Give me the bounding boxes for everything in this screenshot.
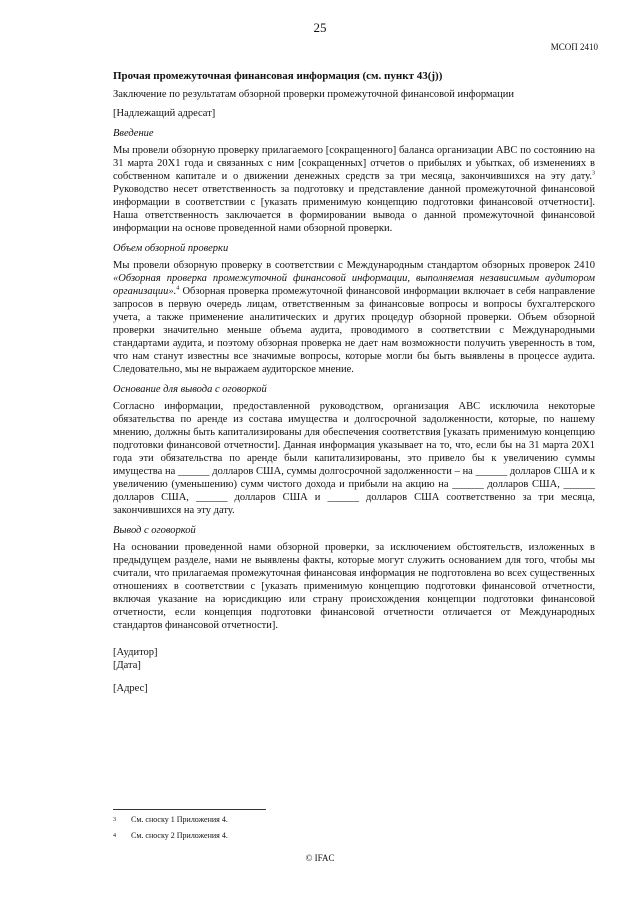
footnote-mark: 3 <box>113 817 116 823</box>
footnote-ref-4: 4 <box>176 285 180 292</box>
heading-scope: Объем обзорной проверки <box>113 243 229 254</box>
footnote-mark: 4 <box>113 833 116 839</box>
scope-text-2: Обзорная проверка промежуточной финансовой информации включает в себя направление запросов в первую очередь лицам, ответственным за финансовые вопросы и вопросы бухгалтерского учета, а также применение аналитических и других процедур обзорной проверки. Объем обзорной проверки значительно меньше объема аудита, проводимого в соответствии с Международными стандартами аудита, и поэтому обзорная проверка не дает нам возможности получить уверенность в том, что нам станут известны все значимые вопросы, которые могли бы быть выявлены в процессе аудита. Следовательно, мы не выражаем аудиторское мнение. <box>113 286 596 375</box>
footnote-divider <box>113 809 266 810</box>
paragraph-basis: Согласно информации, предоставленной руководством, организация АВС исключила некоторые обязательства по аренде из состава имущества и долгосрочной задолженности, которые, по нашему мнению, должны быть капитализированы для обеспечения соответствия [указать применимую концепцию подготовки финансовой отчетности]. Данная информация указывает на то, что, если бы на 31 марта 20Х1 года эти обязательства по аренде были капитализированы, это привело бы к увеличению суммы имущества на ______ долларов США, суммы долгосрочной задолженности – на ______ долларов США и к увеличению (уменьшению) сумм чистого дохода и прибыли на акцию на ______ долларов США, ______ долларов США, ______ долларов США и ______ долларов США соответственно за три месяца, закончившихся на эту дату. <box>113 401 595 516</box>
addressee: [Надлежащий адресат] <box>113 108 216 119</box>
section-title: Прочая промежуточная финансовая информация (см. пункт 43(j)) <box>113 70 443 82</box>
footnote-item <box>113 831 513 841</box>
paragraph-conclusion: На основании проведенной нами обзорной проверки, за исключением обстоятельств, изложенных в предыдущем разделе, нами не выявлены факты, которые могут служить основанием для того, чтобы мы считали, что прилагаемая промежуточная финансовая информация не подготовлена во всех существенных отношениях в соответствии с [указать применимую концепцию подготовки финансовой отчетности, включая указание на юрисдикцию или страну происхождения концепции подготовки финансовой отчетности, если концепция подготовки финансовой отчетности отличается от Международных стандартов финансовой отчетности]. <box>113 542 595 631</box>
footnote-ref-3: 3 <box>592 170 595 177</box>
auditor-placeholder: [Аудитор] <box>113 647 158 658</box>
scope-text-1: Мы провели обзорную проверку в соответствии с Международным стандартом обзорных проверок 2410 <box>113 260 595 271</box>
footnote-item <box>113 815 513 825</box>
intro-text-1: Мы провели обзорную проверку прилагаемого [сокращенного] баланса организации АВС по состоянию на 31 марта 20Х1 года и связанных с ним [сокращенных] отчетов о прибылях и убытках, об изменениях в собственном капитале и о движении денежных средств за три месяца, закончившихся на эту дату. <box>113 145 595 182</box>
intro-text-2: Руководство несет ответственность за подготовку и представление данной промежуточной финансовой информации в соответствии с [указать применимую концепцию подготовки финансовой отчетности]. Наша ответственность заключается в формировании вывода о данной промежуточной финансовой информации на основе проведенной нами обзорной проверки. <box>113 184 595 234</box>
heading-basis: Основание для вывода с оговоркой <box>113 384 267 395</box>
footnote-text: См. сноску 1 Приложения 4. <box>131 815 228 824</box>
signature-block <box>113 646 595 695</box>
date-placeholder: [Дата] <box>113 660 141 671</box>
standard-code: МСОП 2410 <box>550 42 598 52</box>
paragraph-scope <box>113 259 595 376</box>
paragraph-introduction <box>113 144 595 235</box>
copyright-footer: © IFAC <box>305 853 335 863</box>
address-placeholder: [Адрес] <box>113 683 148 694</box>
footnote-text: См. сноску 2 Приложения 4. <box>131 831 228 840</box>
footnotes <box>113 815 513 847</box>
document-body <box>113 70 595 695</box>
report-title: Заключение по результатам обзорной проверки промежуточной финансовой информации <box>113 89 514 100</box>
heading-introduction: Введение <box>113 128 154 139</box>
scope-standard-title: «Обзорная проверка промежуточной финансовой информации, выполняемая независимым аудитором организации». <box>113 273 595 297</box>
heading-conclusion: Вывод с оговоркой <box>113 525 196 536</box>
page-number: 25 <box>313 20 327 35</box>
